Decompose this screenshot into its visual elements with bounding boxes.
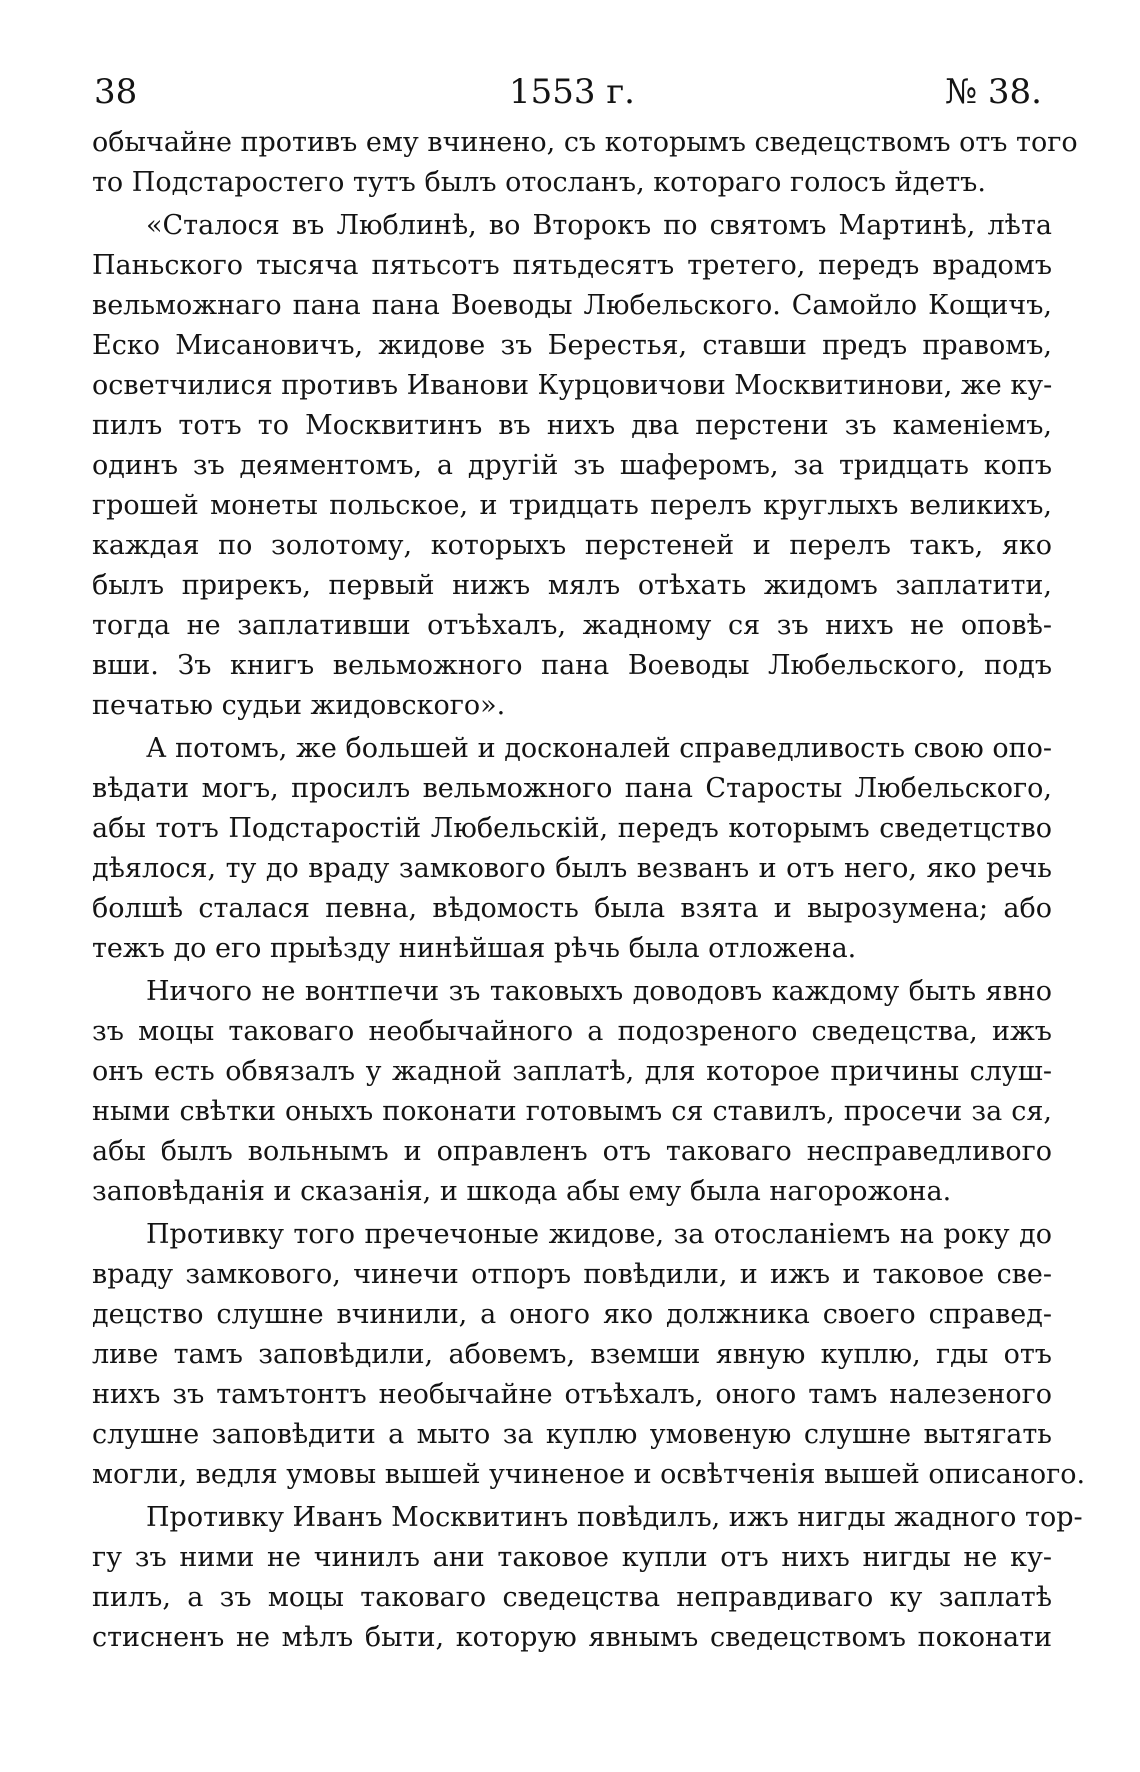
text-line: печатью судьи жидовского».	[92, 690, 506, 721]
text-line: то Подстаростего тутъ былъ отосланъ, котораго голосъ йдетъ.	[92, 167, 986, 198]
paragraph	[92, 972, 1052, 1212]
text-line: былъ прирекъ, первый нижъ мялъ отѣхать жидомъ заплатити,	[92, 570, 1052, 601]
text-line: гу зъ ними не чинилъ ани таковое купли отъ нихъ нигды не ку-	[92, 1542, 1052, 1573]
text-line: вши. Зъ книгъ вельможного пана Воеводы Любельского, подъ	[92, 650, 1052, 681]
text-line: заповѣданія и сказанія, и шкода абы ему была нагорожона.	[92, 1176, 952, 1207]
paragraph	[92, 123, 1078, 203]
text-line: пилъ, а зъ моцы таковаго сведецства неправдиваго ку заплатѣ	[92, 1582, 1052, 1613]
text-line: Противку Иванъ Москвитинъ повѣдилъ, ижъ нигды жадного тор-	[146, 1502, 1083, 1533]
document-year: 1553 г.	[509, 72, 635, 112]
text-line: вѣдати могъ, просилъ вельможного пана Старосты Любельского,	[92, 773, 1052, 804]
text-line: «Сталося въ Люблинѣ, во Второкъ по святомъ Мартинѣ, лѣта	[146, 210, 1052, 241]
text-line: нихъ зъ тамътонтъ необычайне отъѣхалъ, оного тамъ налезеного	[92, 1379, 1052, 1410]
paragraph	[92, 1498, 1083, 1658]
text-line: одинъ зъ деяментомъ, а другій зъ шаферомъ, за тридцать копъ	[92, 450, 1052, 481]
text-line: пилъ тотъ то Москвитинъ въ нихъ два перстени зъ каменіемъ,	[92, 410, 1052, 441]
text-line: осветчилися противъ Иванови Курцовичови Москвитинови, же ку-	[92, 370, 1053, 401]
text-line: могли, ведля умовы вышей учиненое и освѣтченія вышей описаного.	[92, 1459, 1086, 1490]
text-line: Еско Мисановичъ, жидове зъ Берестья, ставши предъ правомъ,	[92, 330, 1052, 361]
book-page	[92, 62, 1086, 1661]
text-line: онъ есть обвязалъ у жадной заплатѣ, для которое причины слуш-	[92, 1056, 1052, 1087]
text-line: каждая по золотому, которыхъ перстеней и перелъ такъ, яко	[92, 530, 1052, 561]
text-line: Противку того пречечоные жидове, за отосланіемъ на року до	[146, 1219, 1052, 1250]
text-line: А потомъ, же большей и досконалей справедливость свою опо-	[146, 733, 1052, 764]
text-line: болшѣ сталася певна, вѣдомость была взята и вырозумена; або	[92, 893, 1052, 924]
page-number: 38	[94, 72, 138, 112]
page-header	[92, 62, 1052, 122]
text-line: дѣялося, ту до вpаду замкового былъ везванъ и отъ него, яко речь	[92, 853, 1052, 884]
text-line: стисненъ не мѣлъ быти, которую явнымъ сведецствомъ поконати	[92, 1622, 1052, 1653]
text-line: вельможнаго пана пана Воеводы Любельского. Самойло Кощичъ,	[92, 290, 1052, 321]
text-line: ливе тамъ заповѣдили, абовемъ, вземши явную куплю, гды отъ	[92, 1339, 1052, 1370]
text-line: децство слушне вчинили, а оного яко должника своего справед-	[92, 1299, 1052, 1330]
text-line: Паньского тысяча пятьсотъ пятьдесятъ третего, передъ врадомъ	[92, 250, 1052, 281]
text-line: Ничого не вонтпечи зъ таковыхъ доводовъ каждому быть явно	[146, 976, 1052, 1007]
text-line: зъ моцы таковаго необычайного а подозреного сведецства, ижъ	[92, 1016, 1052, 1047]
text-line: обычайне противъ ему вчинено, съ которымъ сведецствомъ отъ того	[92, 127, 1078, 158]
body-text	[92, 123, 1086, 1658]
text-line: тогда не заплативши отъѣхалъ, жадному ся зъ нихъ не оповѣ-	[92, 610, 1052, 641]
text-line: ными свѣтки оныхъ поконати готовымъ ся ставилъ, просечи за ся,	[92, 1096, 1052, 1127]
document-number: № 38.	[944, 72, 1042, 112]
paragraph	[92, 206, 1052, 726]
text-line: абы тотъ Подстаростій Любельскій, передъ которымъ сведетцство	[92, 813, 1052, 844]
paragraph	[92, 729, 1052, 969]
text-line: абы былъ вольнымъ и оправленъ отъ таковаго несправедливого	[92, 1136, 1052, 1167]
text-line: слушне заповѣдити а мыто за куплю умовеную слушне вытягать	[92, 1419, 1052, 1450]
paragraph	[92, 1215, 1086, 1495]
text-line: тежъ до его прыѣзду нинѣйшая рѣчь была отложена.	[92, 933, 857, 964]
text-line: враду замкового, чинечи отпоръ повѣдили, и ижъ и таковое све-	[92, 1259, 1052, 1290]
text-line: грошей монеты польское, и тридцать перелъ круглыхъ великихъ,	[92, 490, 1052, 521]
